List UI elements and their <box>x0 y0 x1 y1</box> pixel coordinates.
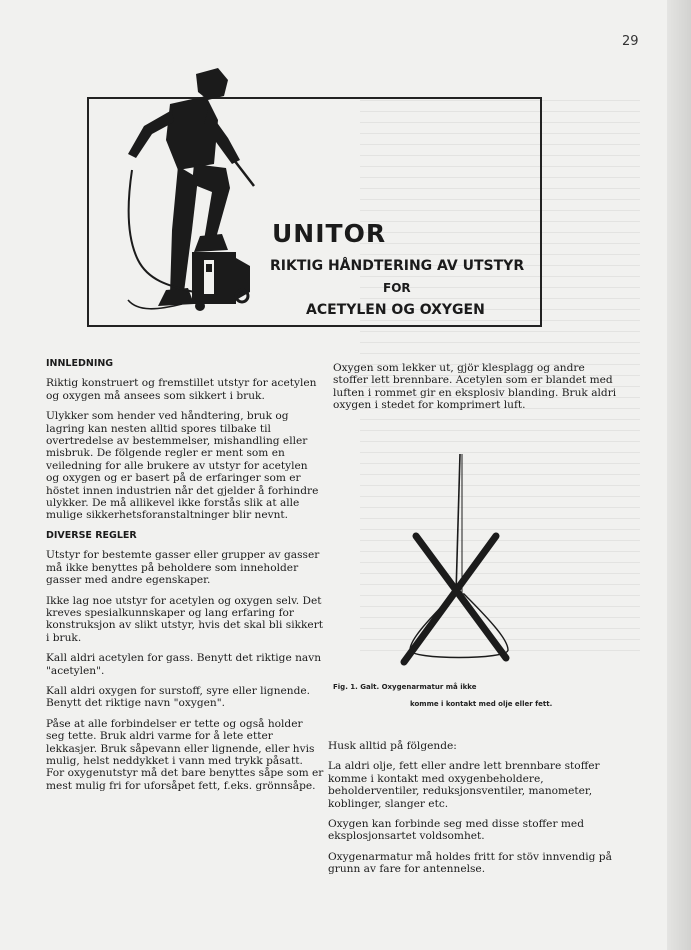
paragraph: La aldri olje, fett eller andre lett brennbare stoffer komme i kontakt med oxygenbeholdere, beholderventiler, reduksjonsventiler, manometer, koblinger, slanger etc. <box>328 760 600 810</box>
title-line-2: FOR <box>383 281 411 295</box>
figure-caption-line-1: Fig. 1. Galt. Oxygenarmatur må ikke <box>333 683 477 691</box>
right-column-bottom <box>328 740 618 884</box>
page-number: 29 <box>622 34 639 49</box>
paragraph: Påse at alle forbindelser er tette og også holder seg tette. Bruk aldri varme for å lete etter lekkasjer. Bruk såpevann eller lignende, eller hvis mulig, helst neddykket i vann med trykk påsatt. For oxygenutstyr må det bare benyttes såpe som er mest mulig fri for uforsåpet fett, f.eks. grönnsåpe. <box>46 717 324 792</box>
figure-caption-line-2: komme i kontakt med olje eller fett. <box>410 700 553 708</box>
paragraph: Utstyr for bestemte gasser eller grupper av gasser må ikke benyttes på beholdere som inneholder gasser med andre egenskaper. <box>46 549 320 587</box>
title-line-3: ACETYLEN OG OXYGEN <box>306 302 485 318</box>
paragraph: Ikke lag noe utstyr for acetylen og oxygen selv. Det kreves spesialkunnskaper og lang erfaring for konstruksjon av slikt utstyr, hvis det skal bli sikkert i bruk. <box>46 594 324 644</box>
paragraph: Oxygen kan forbinde seg med disse stoffer med eksplosjonsartet voldsomhet. <box>328 818 584 843</box>
oil-can-crossed-icon <box>396 452 522 672</box>
paragraph: Ulykker som hender ved håndtering, bruk og lagring kan nesten alltid spores tilbake til overtredelse av bestemmelser, mishandling eller misbruk. De fölgende regler er ment som en veiledning for alle brukere av utstyr for acetylen og oxygen og er basert på de erfaringer som er höstet innen industrien når det gjelder å forhindre ulykker. De må allikevel ikke forstås slik at alle mulige sikkerhetsforanstaltninger blir nevnt. <box>46 410 319 522</box>
section-heading-rules: DIVERSE REGLER <box>46 529 137 541</box>
paragraph: Riktig konstruert og fremstillet utstyr for acetylen og oxygen må ansees som sikkert i bruk. <box>46 377 317 402</box>
welder-illustration <box>108 60 268 315</box>
title-line-1: RIKTIG HÅNDTERING AV UTSTYR <box>270 258 525 274</box>
left-column <box>46 358 324 800</box>
right-column-top <box>333 362 618 420</box>
paragraph: Kall aldri acetylen for gass. Benytt det riktige navn "acetylen". <box>46 652 322 677</box>
page-edge <box>667 0 691 950</box>
paragraph: Oxygen som lekker ut, gjör klesplagg og andre stoffer lett brennbare. Acetylen som er blandet med luften i rommet gir en eksplosiv blanding. Bruk aldri oxygen i stedet for komprimert luft. <box>333 362 617 412</box>
paragraph: Oxygenarmatur må holdes fritt for stöv innvendig på grunn av fare for antennelse. <box>328 850 612 876</box>
brand-logo: UNITOR <box>272 219 387 248</box>
paragraph: Husk alltid på fölgende: <box>328 740 457 752</box>
paragraph: Kall aldri oxygen for surstoff, syre eller lignende. Benytt det riktige navn "oxygen". <box>46 684 311 710</box>
section-heading-intro: INNLEDNING <box>46 358 114 369</box>
